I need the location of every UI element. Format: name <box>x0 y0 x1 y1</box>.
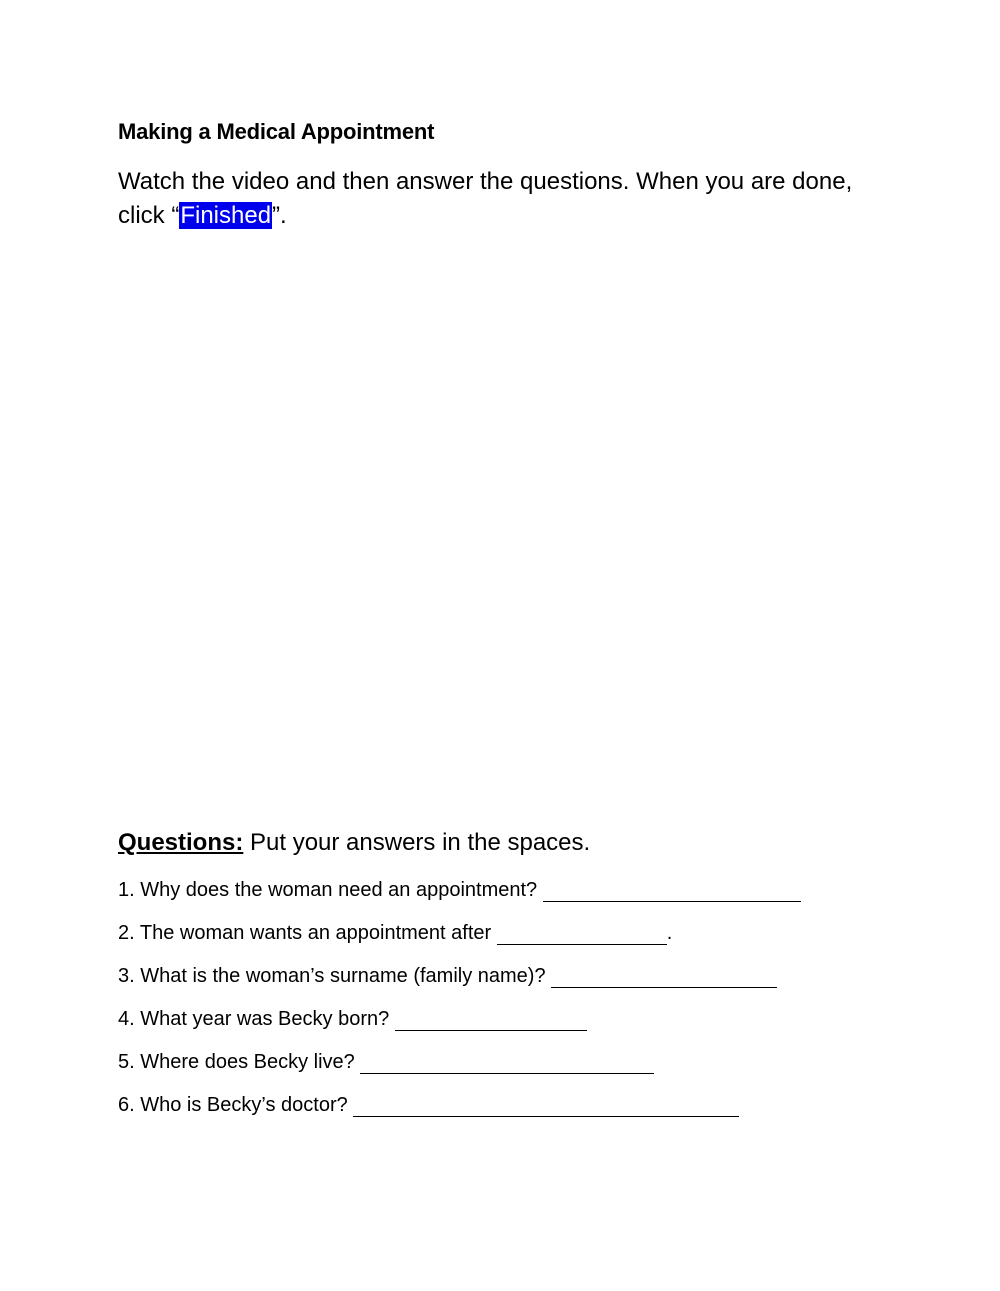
question-4 <box>118 1005 801 1048</box>
question-text: 6. Who is Becky’s doctor? <box>118 1094 348 1116</box>
answer-field-5[interactable] <box>360 1053 654 1074</box>
question-1 <box>118 876 801 919</box>
questions-list <box>118 876 801 1134</box>
questions-instruction: Put your answers in the spaces. <box>243 829 591 856</box>
instructions-text: Watch the video and then answer the questions. When you are done, click “ <box>118 168 853 229</box>
answer-field-6[interactable] <box>353 1096 739 1117</box>
question-text: 1. Why does the woman need an appointment? <box>118 879 538 901</box>
questions-header <box>118 829 590 857</box>
question-2 <box>118 919 801 962</box>
answer-field-4[interactable] <box>395 1010 587 1031</box>
instructions-closing: ”. <box>272 202 287 229</box>
answer-field-3[interactable] <box>551 967 777 988</box>
finished-link[interactable]: Finished <box>180 202 272 229</box>
answer-field-1[interactable] <box>543 881 801 902</box>
question-suffix: . <box>666 922 673 944</box>
question-text: 4. What year was Becky born? <box>118 1008 390 1030</box>
video-area[interactable] <box>118 250 878 800</box>
question-3 <box>118 962 801 1005</box>
page-title: Making a Medical Appointment <box>118 119 435 144</box>
question-5 <box>118 1048 801 1091</box>
question-6 <box>118 1091 801 1134</box>
question-text: 2. The woman wants an appointment after <box>118 922 492 944</box>
instructions <box>118 165 898 233</box>
question-text: 3. What is the woman’s surname (family name)? <box>118 965 546 987</box>
questions-label: Questions: <box>118 829 244 856</box>
question-text: 5. Where does Becky live? <box>118 1051 355 1073</box>
answer-field-2[interactable] <box>497 924 667 945</box>
